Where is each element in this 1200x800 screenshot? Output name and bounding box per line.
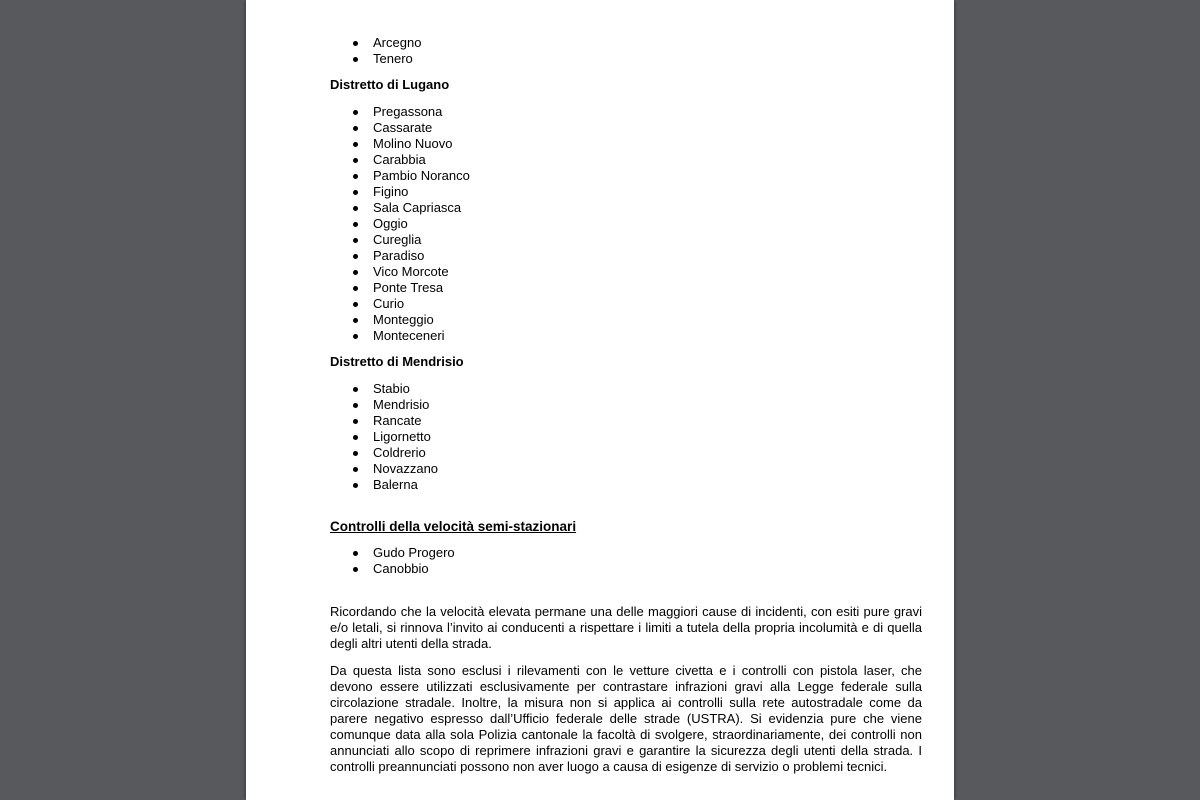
paragraph-exclusions: Da questa lista sono esclusi i rilevamenti con le vetture civetta e i controlli con pistola laser, che devono essere utilizzati esclusivamente per contrastare infrazioni gravi alla Legge federale sulla circolazione stradale. Inoltre, la misura non si applica ai controlli sulla rete autostradale come da parere negativo espresso dall’Ufficio federale delle strade (USTRA). Si evidenzia pure che viene comunque data alla sola Polizia cantonale la facoltà di svolgere, straordinariamente, dei controlli non annunciati allo scopo di reprimere infrazioni gravi e garantire la sicurezza degli utenti della strada. I controlli preannunciati possono non aver luogo a causa di esigenze di servizio o problemi tecnici. — [330, 663, 922, 774]
list-item: Cassarate — [330, 120, 922, 136]
page-content — [330, 35, 922, 775]
semi-stationary-list — [330, 545, 922, 577]
list-item: Paradiso — [330, 248, 922, 264]
paragraph-speed-warning: Ricordando che la velocità elevata permane una delle maggiori cause di incidenti, con esiti pure gravi e/o letali, si rinnova l’invito ai conducenti a rispettare i limiti a tutela della propria incolumità e di quella degli altri utenti della strada. — [330, 604, 922, 651]
list-item: Figino — [330, 184, 922, 200]
list-item: Pregassona — [330, 104, 922, 120]
list-item: Carabbia — [330, 152, 922, 168]
list-item: Molino Nuovo — [330, 136, 922, 152]
list-item: Ligornetto — [330, 429, 922, 445]
district-heading-lugano: Distretto di Lugano — [330, 77, 450, 92]
list-item: Gudo Progero — [330, 545, 922, 561]
list-item: Arcegno — [330, 35, 922, 51]
district-heading-mendrisio: Distretto di Mendrisio — [330, 354, 464, 369]
list-item: Cureglia — [330, 232, 922, 248]
list-item: Coldrerio — [330, 445, 922, 461]
list-item: Oggio — [330, 216, 922, 232]
section-title-semi-stationary: Controlli della velocità semi-stazionari — [330, 519, 577, 534]
list-item: Tenero — [330, 51, 922, 67]
document-page — [246, 0, 954, 800]
list-item: Monteceneri — [330, 328, 922, 344]
list-item: Pambio Noranco — [330, 168, 922, 184]
list-item: Vico Morcote — [330, 264, 922, 280]
list-item: Sala Capriasca — [330, 200, 922, 216]
list-item: Curio — [330, 296, 922, 312]
list-item: Ponte Tresa — [330, 280, 922, 296]
mendrisio-location-list — [330, 381, 922, 493]
lugano-location-list — [330, 104, 922, 344]
list-item: Novazzano — [330, 461, 922, 477]
list-item: Canobbio — [330, 561, 922, 577]
top-location-list — [330, 35, 922, 67]
list-item: Monteggio — [330, 312, 922, 328]
list-item: Stabio — [330, 381, 922, 397]
list-item: Mendrisio — [330, 397, 922, 413]
list-item: Rancate — [330, 413, 922, 429]
list-item: Balerna — [330, 477, 922, 493]
